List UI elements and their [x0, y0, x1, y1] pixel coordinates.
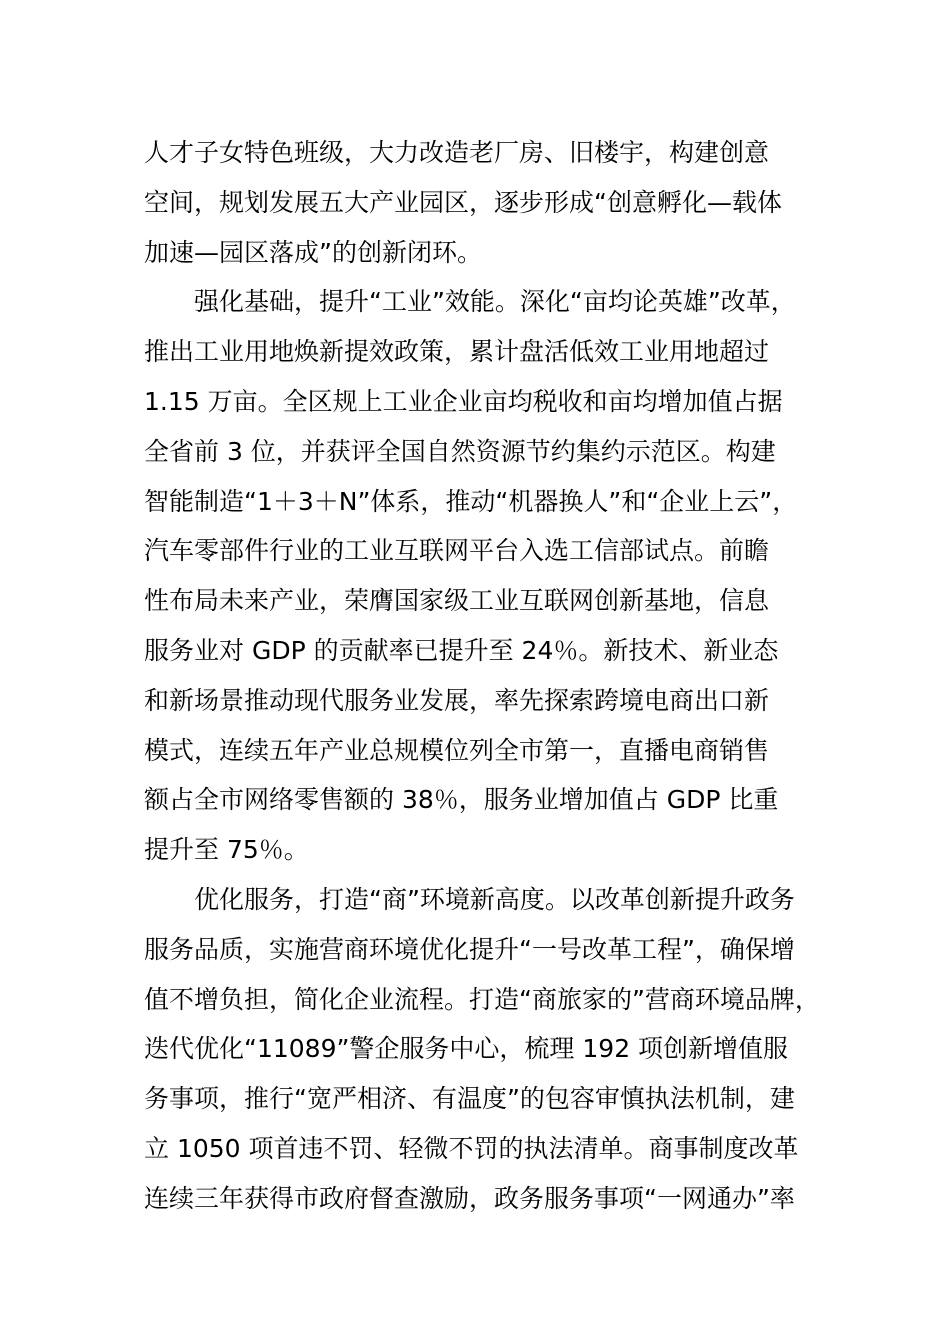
text-line: 全省前 3 位，并获评全国自然资源节约集约示范区。构建: [144, 436, 776, 466]
paragraph-business-environment: [144, 875, 820, 1224]
text-line: 连续三年获得市政府督查激励，政务服务事项“一网通办”率: [144, 1183, 795, 1213]
text-line: 优化服务，打造“商”环境新高度。以改革创新提升政务: [194, 884, 795, 914]
text-line: 推出工业用地焕新提效政策，累计盘活低效工业用地超过: [144, 337, 770, 367]
text-line: 汽车零部件行业的工业互联网平台入选工信部试点。前瞻: [144, 536, 770, 566]
document-body: [144, 128, 820, 1224]
text-line: 模式，连续五年产业总规模位列全市第一，直播电商销售: [144, 735, 770, 765]
text-line: 额占全市网络零售额的 38％，服务业增加值占 GDP 比重: [144, 785, 779, 815]
text-line: 立 1050 项首违不罚、轻微不罚的执法清单。商事制度改革: [144, 1133, 799, 1163]
text-line: 空间，规划发展五大产业园区，逐步形成“创意孵化—载体: [144, 187, 782, 217]
text-line: 和新场景推动现代服务业发展，率先探索跨境电商出口新: [144, 685, 770, 715]
text-line: 值不增负担，简化企业流程。打造“商旅家的”营商环境品牌，: [144, 984, 820, 1014]
text-line: 迭代优化“11089”警企服务中心，梳理 192 项创新增值服: [144, 1034, 789, 1064]
text-line: 提升至 75％。: [144, 835, 309, 865]
paragraph-industry-foundation: [144, 277, 816, 875]
text-line: 1.15 万亩。全区规上工业企业亩均税收和亩均增加值占据: [144, 386, 783, 416]
text-line: 加速—园区落成”的创新闭环。: [144, 237, 482, 267]
text-line: 性布局未来产业，荣膺国家级工业互联网创新基地，信息: [144, 586, 770, 616]
text-line: 服务品质，实施营商环境优化提升“一号改革工程”，确保增: [144, 934, 795, 964]
text-line: 务事项，推行“宽严相济、有温度”的包容审慎执法机制，建: [144, 1084, 795, 1114]
text-line: 强化基础，提升“工业”效能。深化“亩均论英雄”改革，: [194, 287, 796, 317]
text-line: 服务业对 GDP 的贡献率已提升至 24％。新技术、新业态: [144, 635, 779, 665]
paragraph-talent-space: [144, 128, 816, 277]
text-line: 人才子女特色班级，大力改造老厂房、旧楼宇，构建创意: [144, 138, 770, 167]
text-line: 智能制造“1＋3＋N”体系，推动“机器换人”和“企业上云”，: [144, 486, 798, 516]
